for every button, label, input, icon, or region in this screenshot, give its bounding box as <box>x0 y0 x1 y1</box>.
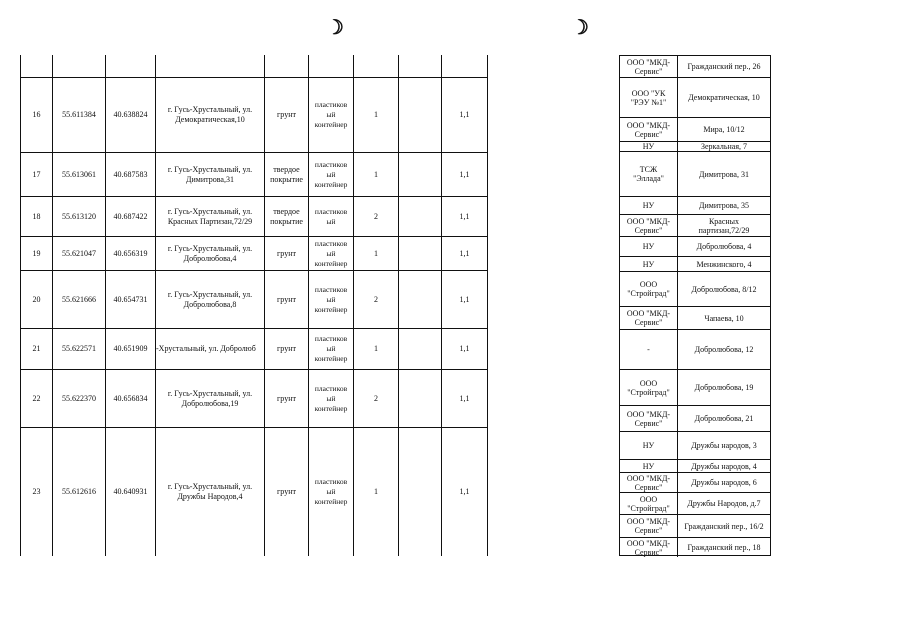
cell-latitude: 55.611384 <box>62 110 96 119</box>
cell-surface: грунт <box>277 294 296 304</box>
cell-number: 19 <box>32 248 41 258</box>
cell-number: 20 <box>32 294 41 304</box>
company-name: ООО "Стройград" <box>620 272 678 306</box>
company-address: Добролюбова, 19 <box>694 383 754 392</box>
cell-latitude: 55.621047 <box>62 248 96 258</box>
cell-longitude: 40.656834 <box>113 393 148 403</box>
cell-container-type: пластиков ый контейнер <box>314 334 348 363</box>
company-address: Мира, 10/12 <box>703 125 745 134</box>
company-address: Дружбы народов, 3 <box>691 441 757 450</box>
cell-longitude: 40.687422 <box>113 211 148 221</box>
cell-number: 16 <box>32 110 41 119</box>
company-row <box>620 473 770 493</box>
cell-longitude: 40.656319 <box>113 248 148 258</box>
table-hline <box>20 236 488 237</box>
cell-address: г. Гусь-Хрустальный, ул. Красных Партизан,72/29 <box>167 206 253 226</box>
table-hline <box>20 152 488 153</box>
company-name: НУ <box>620 197 678 214</box>
cell-longitude: 40.651909 <box>113 344 148 353</box>
company-address: Добролюбова, 12 <box>694 345 754 354</box>
company-address: Добролюбова, 8/12 <box>691 284 757 294</box>
company-row <box>620 432 770 460</box>
company-row <box>620 460 770 473</box>
cell-latitude: 55.612616 <box>62 487 96 496</box>
cell-address: г. Гусь-Хрустальный, ул. Добролюбова,19 <box>167 388 253 408</box>
table-vline <box>20 55 21 556</box>
company-row <box>620 406 770 432</box>
cell-surface: грунт <box>277 110 296 119</box>
company-name: ООО "МКД- Сервис" <box>620 515 678 537</box>
cell-container-type: пластиков ый контейнер <box>314 383 348 413</box>
cell-volume: 1,1 <box>459 393 470 403</box>
table-vline <box>441 55 442 556</box>
company-row <box>620 515 770 538</box>
company-row <box>620 272 770 307</box>
company-address: Добролюбова, 4 <box>696 242 752 251</box>
company-address: Гражданский пер., 18 <box>687 543 761 552</box>
cell-address: г. Гусь-Хрустальный, ул. Димитрова,31 <box>167 164 253 184</box>
cell-surface: грунт <box>277 344 296 353</box>
company-name: ООО "МКД- Сервис" <box>620 473 678 492</box>
cell-longitude: 40.638824 <box>113 110 148 119</box>
cell-container-type: пластиков ый контейнер <box>314 159 348 189</box>
company-address: Красных партизан,72/29 <box>698 216 750 235</box>
cell-volume: 1,1 <box>459 110 470 119</box>
company-address: Чапаева, 10 <box>704 313 744 323</box>
cell-volume: 1,1 <box>459 211 470 221</box>
company-name: НУ <box>620 142 678 151</box>
cell-longitude: 40.687583 <box>113 169 148 179</box>
company-address: Димитрова, 35 <box>699 201 749 210</box>
company-name: - <box>620 330 678 369</box>
company-address: Добролюбова, 21 <box>694 414 754 423</box>
company-name: ООО "МКД- Сервис" <box>620 56 678 77</box>
company-name: ООО "МКД- Сервис" <box>620 307 678 329</box>
cell-surface: твердое покрытие <box>270 164 303 184</box>
cell-surface: грунт <box>277 248 296 258</box>
cell-container-count: 2 <box>374 393 378 403</box>
company-name: ООО "МКД- Сервис" <box>620 215 678 236</box>
cell-address: г. Гусь-Хрустальный, ул. Дружбы Народов,4 <box>167 482 253 501</box>
cell-number: 22 <box>32 393 41 403</box>
company-row <box>620 118 770 142</box>
company-address: Демократическая, 10 <box>688 93 760 102</box>
cell-number: 23 <box>32 487 41 496</box>
table-vline <box>52 55 53 556</box>
table-hline <box>20 270 488 271</box>
company-address: Дружбы народов, 6 <box>691 478 757 487</box>
table-vline <box>487 55 488 556</box>
company-address: Дружбы народов, 4 <box>691 461 757 471</box>
company-address: Зеркальная, 7 <box>700 142 748 151</box>
cell-number: 17 <box>32 169 41 179</box>
cell-container-count: 2 <box>374 211 378 221</box>
table-vline <box>264 55 265 556</box>
cell-address: г. Гусь-Хрустальный, ул. Добролюбова,4 <box>167 243 253 263</box>
company-row <box>620 197 770 215</box>
cell-container-count: 2 <box>374 294 378 304</box>
company-name: ООО "Стройград" <box>620 370 678 405</box>
company-name: ООО "Стройград" <box>620 493 678 514</box>
company-address: Гражданский пер., 16/2 <box>684 521 764 531</box>
page-mark-right: ☽ <box>571 17 589 39</box>
cell-number: 21 <box>32 344 41 353</box>
company-address: Димитрова, 31 <box>699 169 749 179</box>
cell-volume: 1,1 <box>459 294 470 304</box>
cell-container-count: 1 <box>374 110 378 119</box>
cell-address: г. Гусь-Хрустальный, ул. Демократическая,10 <box>167 105 253 124</box>
cell-address: г. Гусь-Хрустальный, ул. Добролюбова,8 <box>167 289 253 309</box>
company-address: Гражданский пер., 26 <box>687 62 761 71</box>
company-row <box>620 152 770 197</box>
cell-container-type: пластиков ый контейнер <box>314 284 348 314</box>
table-hline <box>20 427 488 428</box>
company-name: ТСЖ "Эллада" <box>620 152 678 196</box>
cell-container-count: 1 <box>374 248 378 258</box>
cell-latitude: 55.622370 <box>62 393 96 403</box>
table-vline <box>308 55 309 556</box>
company-row <box>620 56 770 78</box>
company-row <box>620 370 770 406</box>
cell-latitude: 55.621666 <box>62 294 96 304</box>
cell-surface: твердое покрытие <box>270 206 303 226</box>
table-hline <box>20 196 488 197</box>
company-name: ООО "УК "РЭУ №1" <box>620 78 678 117</box>
company-row <box>620 257 770 272</box>
cell-container-type: пластиков ый <box>314 206 348 226</box>
cell-container-count: 1 <box>374 487 378 496</box>
company-name: НУ <box>620 460 678 472</box>
table-vline <box>105 55 106 556</box>
company-address: Дружбы Народов, д.7 <box>687 499 761 508</box>
cell-surface: грунт <box>277 487 296 496</box>
cell-volume: 1,1 <box>459 248 470 258</box>
table-vline <box>398 55 399 556</box>
cell-container-count: 1 <box>374 344 378 353</box>
cell-surface: грунт <box>277 393 296 403</box>
cell-volume: 1,1 <box>459 487 470 496</box>
company-row <box>620 237 770 257</box>
management-companies-table <box>619 55 771 556</box>
cell-container-type: пластиков ый контейнер <box>314 100 348 129</box>
page-mark-left: ☽ <box>326 17 344 39</box>
company-name: НУ <box>620 257 678 271</box>
cell-number: 18 <box>32 211 41 221</box>
table-vline <box>155 55 156 556</box>
cell-container-type: пластиков ый контейнер <box>314 238 348 268</box>
company-row <box>620 142 770 152</box>
cell-container-count: 1 <box>374 169 378 179</box>
company-row <box>620 493 770 515</box>
company-name: НУ <box>620 432 678 459</box>
cell-latitude: 55.622571 <box>62 344 96 353</box>
cell-longitude: 40.640931 <box>113 487 148 496</box>
company-row <box>620 538 770 557</box>
cell-container-type: пластиков ый контейнер <box>314 477 348 506</box>
table-hline <box>20 77 488 78</box>
company-row <box>620 78 770 118</box>
table-hline <box>20 328 488 329</box>
company-name: ООО "МКД- Сервис" <box>620 538 678 557</box>
cell-latitude: 55.613120 <box>62 211 96 221</box>
cell-volume: 1,1 <box>459 169 470 179</box>
company-name: ООО "МКД- Сервис" <box>620 406 678 431</box>
company-row <box>620 215 770 237</box>
cell-latitude: 55.613061 <box>62 169 96 179</box>
cell-address: -Хрустальный, ул. Добролюб <box>156 344 256 353</box>
company-name: ООО "МКД- Сервис" <box>620 118 678 141</box>
company-name: НУ <box>620 237 678 256</box>
cell-volume: 1,1 <box>459 344 470 353</box>
table-hline <box>20 369 488 370</box>
company-address: Менжинского, 4 <box>696 259 752 269</box>
table-vline <box>353 55 354 556</box>
cell-longitude: 40.654731 <box>113 294 148 304</box>
company-row <box>620 330 770 370</box>
company-row <box>620 307 770 330</box>
